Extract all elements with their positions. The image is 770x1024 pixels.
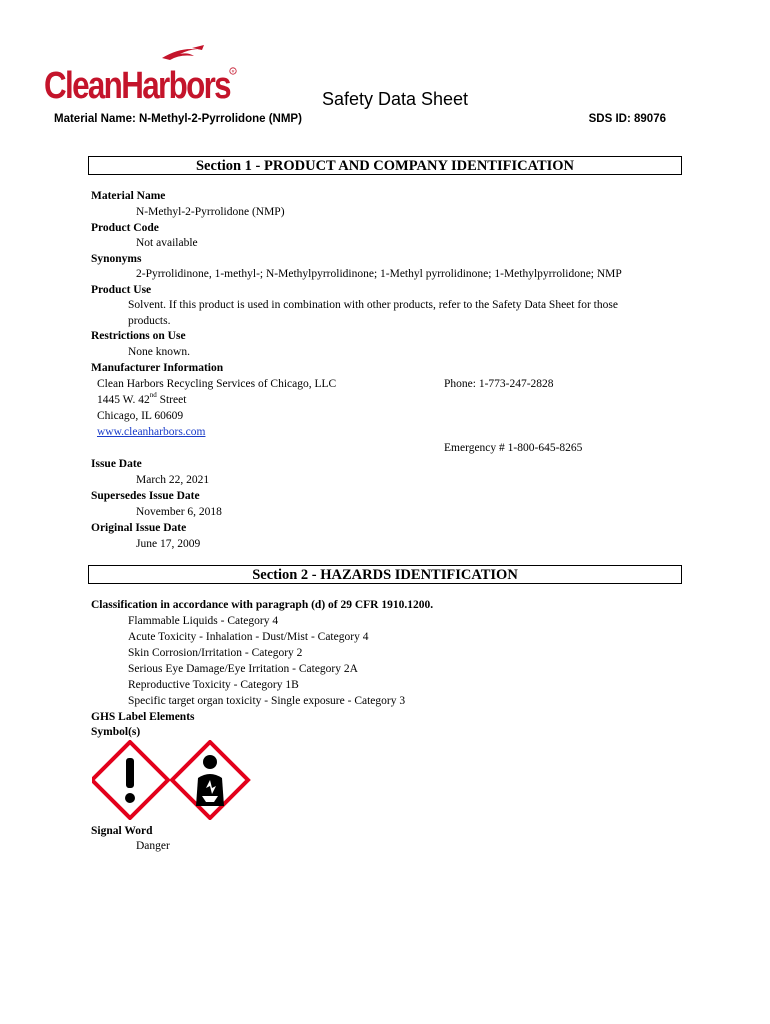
company-name: Clean Harbors Recycling Services of Chicago, LLC bbox=[97, 378, 337, 390]
material-name-value: N-Methyl-2-Pyrrolidone (NMP) bbox=[136, 206, 285, 218]
product-code-label: Product Code bbox=[91, 222, 159, 234]
issue-date-label: Issue Date bbox=[91, 458, 142, 470]
website-wrap bbox=[97, 424, 205, 440]
classification-item: Flammable Liquids - Category 4 bbox=[128, 615, 279, 627]
health-hazard-icon bbox=[172, 742, 248, 818]
original-issue-label: Original Issue Date bbox=[91, 522, 187, 534]
original-issue-value: June 17, 2009 bbox=[136, 538, 201, 550]
ghs-pictograms bbox=[92, 740, 252, 820]
product-use-label: Product Use bbox=[91, 284, 152, 296]
classification-item: Specific target organ toxicity - Single exposure - Category 3 bbox=[128, 695, 406, 707]
emergency-number: Emergency # 1-800-645-8265 bbox=[444, 442, 583, 454]
signal-word-label: Signal Word bbox=[91, 825, 153, 837]
ghs-label: GHS Label Elements bbox=[91, 711, 195, 723]
classification-item: Acute Toxicity - Inhalation - Dust/Mist - Category 4 bbox=[128, 631, 369, 643]
section-2-heading: Section 2 - HAZARDS IDENTIFICATION bbox=[88, 565, 682, 584]
signal-word-value: Danger bbox=[136, 840, 170, 852]
exclamation-mark-icon bbox=[92, 742, 168, 818]
header-material-name: Material Name: N-Methyl-2-Pyrrolidone (NMP) bbox=[54, 113, 302, 125]
document-title: Safety Data Sheet bbox=[321, 89, 469, 109]
restrictions-label: Restrictions on Use bbox=[91, 330, 186, 342]
phone-number: Phone: 1-773-247-2828 bbox=[444, 378, 554, 390]
street-address: 1445 W. 42nd Street bbox=[97, 391, 187, 406]
classification-label: Classification in accordance with paragraph (d) of 29 CFR 1910.1200. bbox=[91, 599, 434, 611]
synonyms-value: 2-Pyrrolidinone, 1-methyl-; N-Methylpyrrolidinone; 1-Methyl pyrrolidinone; 1-Methylpyrrolidone; NMP bbox=[136, 268, 622, 280]
supersedes-label: Supersedes Issue Date bbox=[91, 490, 200, 502]
product-code-value: Not available bbox=[136, 237, 198, 249]
classification-item: Reproductive Toxicity - Category 1B bbox=[128, 679, 299, 691]
svg-text:CleanHarbors: CleanHarbors bbox=[44, 65, 231, 106]
product-use-line-1: Solvent. If this product is used in combination with other products, refer to the Safety Data Sheet for those bbox=[128, 299, 618, 311]
symbols-label: Symbol(s) bbox=[91, 726, 141, 738]
manufacturer-label: Manufacturer Information bbox=[91, 362, 224, 374]
section-1-heading: Section 1 - PRODUCT AND COMPANY IDENTIFICATION bbox=[88, 156, 682, 175]
material-name-label: Material Name bbox=[91, 190, 166, 202]
synonyms-label: Synonyms bbox=[91, 253, 142, 265]
product-use-line-2: products. bbox=[128, 315, 171, 327]
restrictions-value: None known. bbox=[128, 346, 190, 358]
supersedes-value: November 6, 2018 bbox=[136, 506, 222, 518]
classification-item: Skin Corrosion/Irritation - Category 2 bbox=[128, 647, 303, 659]
website-link[interactable]: www.cleanharbors.com bbox=[97, 426, 206, 438]
city-address: Chicago, IL 60609 bbox=[97, 410, 184, 422]
svg-text:R: R bbox=[231, 68, 235, 74]
classification-item: Serious Eye Damage/Eye Irritation - Category 2A bbox=[128, 663, 358, 675]
issue-date-value: March 22, 2021 bbox=[136, 474, 210, 486]
header-sds-id: SDS ID: 89076 bbox=[588, 113, 666, 125]
